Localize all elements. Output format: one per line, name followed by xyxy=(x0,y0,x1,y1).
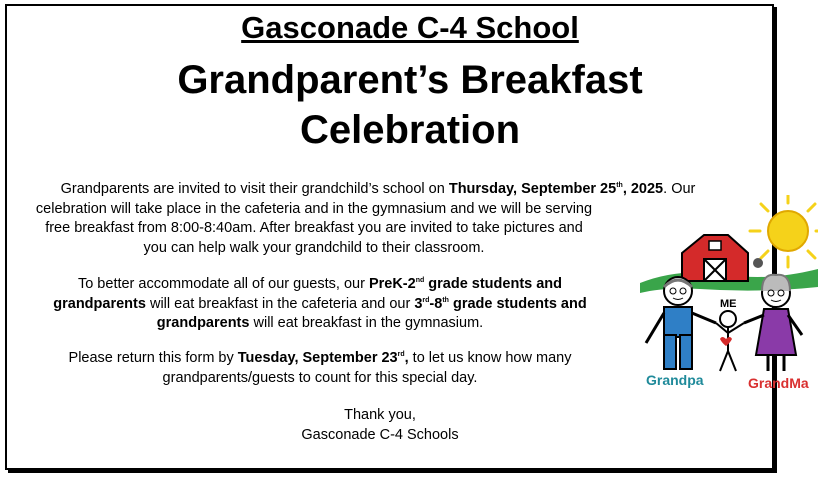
grandpa-figure xyxy=(646,277,716,369)
seating-paragraph xyxy=(10,275,630,334)
me-label: ME xyxy=(720,298,737,310)
seating-line-1: To better accommodate all of our guests, our PreK-2nd grade students and xyxy=(77,276,563,292)
grandpa-label: Grandpa xyxy=(646,372,704,388)
closing-thanks: Thank you, xyxy=(344,407,416,423)
barn-icon xyxy=(682,235,748,281)
return-form-paragraph xyxy=(10,349,630,388)
me-figure xyxy=(716,298,744,371)
tractor-icon xyxy=(753,258,763,268)
seating-line-3: grandparents will eat breakfast in the gymnasium. xyxy=(156,315,484,331)
return-line-1: Please return this form by Tuesday, September 23rd, to let us know how many xyxy=(68,350,572,366)
closing xyxy=(240,406,520,445)
invitation-line-1: Grandparents are invited to visit their grandchild’s school on Thursday, September 25th, 2025. Our xyxy=(60,181,696,197)
invitation-line-2: celebration will take place in the cafeteria and in the gymnasium and we will be serving xyxy=(35,200,593,217)
return-line-2: grandparents/guests to count for this special day. xyxy=(162,369,478,386)
grandparents-clipart xyxy=(640,195,818,390)
invitation-line-3: free breakfast from 8:00-8:40am. After breakfast you are invited to take pictures and xyxy=(45,220,583,236)
title-line-1: Grandparent’s Breakfast xyxy=(177,58,643,102)
closing-signature: Gasconade C-4 Schools xyxy=(301,426,459,443)
heart-icon xyxy=(720,337,732,346)
sun-icon xyxy=(750,195,818,267)
invitation-line-4: you can help walk your grandchild to their classroom. xyxy=(143,239,485,256)
seating-line-2: grandparents will eat breakfast in the cafeteria and our 3rd-8th grade students and xyxy=(53,295,587,312)
page-title xyxy=(0,55,820,155)
grandma-label: GrandMa xyxy=(748,375,809,390)
title-line-2: Celebration xyxy=(299,108,521,152)
school-name: Gasconade C-4 School xyxy=(241,10,579,45)
